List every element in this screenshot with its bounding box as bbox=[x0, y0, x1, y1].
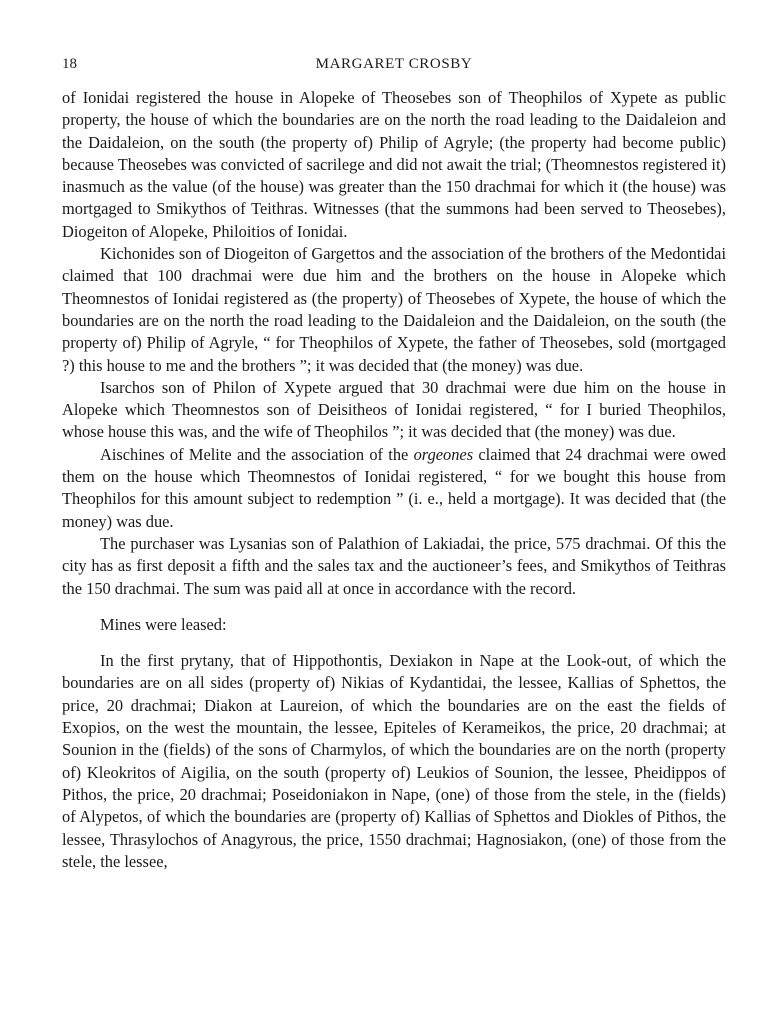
paragraph: In the first prytany, that of Hippothontis, Dexiakon in Nape at the Look-out, of which the boundaries are on all sides (property of) Nikias of Kydantidai, the lessee, Kallias of Sphettos, the price, 20 drachmai; Diakon at Laureion, of which the boundaries are on the east the fields of Exopios, on the west the mountain, the lessee, Epiteles of Kerameikos, the price, 20 drachmai; at Sounion in the (fields) of the sons of Charmylos, of which the boundaries are on the north (property of) Kleokritos of Aigilia, on the south (property of) Leukios of Sounion, the lessee, Pheidippos of Pithos, the price, 20 drachmai; Poseidoniakon in Nape, (one) of those from the stele, in the (fields) of Alypetos, of which the boundaries are (property of) Kallias of Sphettos and Diokles of Pithos, the lessee, Thrasylochos of Anagyrous, the price, 1550 drachmai; Hagnosiakon, (one) of those from the stele, the lessee, bbox=[62, 651, 726, 871]
paragraph: Kichonides son of Diogeiton of Gargettos and the association of the brothers of the Medontidai claimed that 100 drachmai were due him and the brothers on the house in Alopeke which Theomnestos of Ionidai registered as (the property) of Theosebes of Xypete, the house of which the boundaries are on the north the road leading to the Daidaleion and the Daidaleion, on the south (the property of) Philip of Agryle, “ for Theophilos of Xypete, the father of Theosebes, sold (mortgaged ?) this house to me and the brothers ”; it was decided that (the money) was due. bbox=[62, 244, 726, 375]
section-intro: Mines were leased: bbox=[100, 614, 227, 634]
page-number: 18 bbox=[62, 56, 77, 72]
paragraph-text: claimed that 24 drachmai were owed them on the house which Theomnestos of Ionidai registered, “ for we bought this house from Theophilos for this amount subject to redemption ” (i. e., held a mortgage). It was decided that (the money) was due. bbox=[62, 444, 727, 531]
paragraph-text: Aischines of Melite and the association of the bbox=[100, 444, 414, 464]
running-head: MARGARET CROSBY bbox=[315, 56, 473, 72]
page bbox=[62, 56, 726, 873]
paragraph: of Ionidai registered the house in Alopeke of Theosebes son of Theophilos of Xypete as public property, the house of which the boundaries are on the north the road leading to the Daidaleion and the Daidaleion, on the south (the property of) Philip of Agryle; (the property had become public) because Theosebes was convicted of sacrilege and did not await the trial; (Theomnestos registered it) inasmuch as the value (of the house) was greater than the 150 drachmai for which it (the house) was mortgaged to Smikythos of Teithras. Witnesses (that the summons had been served to Theosebes), Diogeiton of Alopeke, Philoitios of Ionidai. bbox=[62, 88, 726, 241]
paragraph: Isarchos son of Philon of Xypete argued that 30 drachmai were due him on the house in Alopeke which Theomnestos son of Deisitheos of Ionidai registered, “ for I buried Theophilos, whose house this was, and the wife of Theophilos ”; it was decided that (the money) was due. bbox=[62, 377, 726, 442]
paragraph: The purchaser was Lysanias son of Palathion of Lakiadai, the price, 575 drachmai. Of this the city has as first deposit a fifth and the sales tax and the auctioneer’s fees, and Smikythos of Teithras the 150 drachmai. The sum was paid all at once in accordance with the record. bbox=[62, 533, 726, 598]
paragraph bbox=[62, 444, 726, 533]
body-text bbox=[62, 87, 726, 873]
page-header bbox=[62, 56, 726, 80]
italic-term: orgeones bbox=[413, 444, 474, 464]
